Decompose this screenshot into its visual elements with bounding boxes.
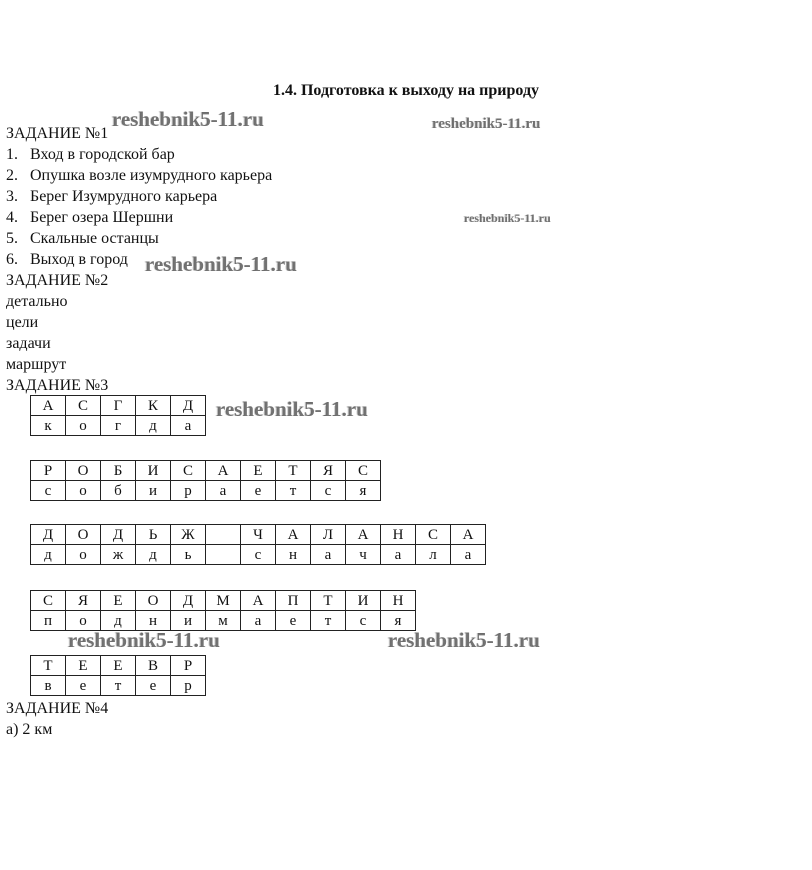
grid-cell: о [66, 545, 101, 565]
grid-cell: Р [31, 461, 66, 481]
task1-item [6, 187, 217, 207]
letter-grid-3 [30, 524, 486, 565]
watermark: reshebnik5-11.ru [464, 211, 551, 225]
grid-cell: О [136, 591, 171, 611]
task2-word: детально [6, 293, 68, 310]
grid-cell: д [31, 545, 66, 565]
grid-cell: Д [171, 591, 206, 611]
grid-cell: с [31, 481, 66, 501]
letter-grid-2 [30, 460, 381, 501]
grid-row-answer [31, 416, 206, 436]
task2-word: цели [6, 314, 39, 331]
grid-cell: С [346, 461, 381, 481]
grid-cell: С [416, 525, 451, 545]
grid-cell: б [101, 481, 136, 501]
grid-cell: Т [276, 461, 311, 481]
task4-heading: ЗАДАНИЕ №4 [6, 700, 109, 717]
task1-item-number: 3. [6, 188, 18, 205]
grid-cell: Я [311, 461, 346, 481]
grid-cell: р [171, 481, 206, 501]
grid-cell: Т [31, 656, 66, 676]
grid-cell: н [136, 611, 171, 631]
grid-cell: а [311, 545, 346, 565]
grid-cell: Д [31, 525, 66, 545]
grid-cell: о [66, 611, 101, 631]
grid-cell: я [381, 611, 416, 631]
grid-cell: т [311, 611, 346, 631]
grid-row-answer [31, 545, 486, 565]
page-title: 1.4. Подготовка к выходу на природу [272, 82, 540, 99]
task1-item-text: Берег Изумрудного карьера [30, 188, 218, 205]
grid-cell [206, 545, 241, 565]
grid-cell: К [136, 396, 171, 416]
grid-cell: е [66, 676, 101, 696]
grid-cell: Ь [136, 525, 171, 545]
grid-cell: с [346, 611, 381, 631]
grid-cell: и [171, 611, 206, 631]
grid-cell: Л [311, 525, 346, 545]
task4-answer: а) 2 км [6, 721, 53, 738]
grid-cell: е [241, 481, 276, 501]
grid-cell: а [451, 545, 486, 565]
grid-cell: е [136, 676, 171, 696]
grid-row-answer [31, 481, 381, 501]
grid-cell: о [66, 481, 101, 501]
grid-cell: р [171, 676, 206, 696]
grid-cell: д [136, 545, 171, 565]
grid-cell: ь [171, 545, 206, 565]
grid-cell: О [66, 461, 101, 481]
grid-cell: д [101, 611, 136, 631]
watermark: reshebnik5-11.ru [432, 116, 541, 132]
grid-cell: Я [66, 591, 101, 611]
grid-cell: А [31, 396, 66, 416]
task1-item-number: 2. [6, 167, 18, 184]
task1-item-number: 6. [6, 251, 18, 268]
grid-cell: Е [101, 656, 136, 676]
grid-cell: Д [171, 396, 206, 416]
grid-cell: г [101, 416, 136, 436]
task2-word: маршрут [6, 356, 67, 373]
grid-cell: Б [101, 461, 136, 481]
grid-cell: И [136, 461, 171, 481]
watermark: reshebnik5-11.ru [145, 252, 297, 276]
grid-cell: С [31, 591, 66, 611]
grid-cell: в [31, 676, 66, 696]
grid-cell: А [276, 525, 311, 545]
grid-cell: М [206, 591, 241, 611]
grid-row-answer [31, 676, 206, 696]
task1-item-number: 4. [6, 209, 18, 226]
task2-heading: ЗАДАНИЕ №2 [6, 272, 109, 289]
grid-cell: П [276, 591, 311, 611]
task1-item [6, 145, 175, 165]
letter-grid-1 [30, 395, 206, 436]
grid-cell: л [416, 545, 451, 565]
grid-cell: А [206, 461, 241, 481]
grid-cell: А [451, 525, 486, 545]
grid-cell: Ч [241, 525, 276, 545]
task1-item [6, 208, 173, 228]
watermark: reshebnik5-11.ru [388, 628, 540, 652]
grid-cell: т [101, 676, 136, 696]
grid-cell: Е [241, 461, 276, 481]
grid-cell: о [66, 416, 101, 436]
grid-row-scrambled [31, 656, 206, 676]
grid-cell: О [66, 525, 101, 545]
task1-item-text: Вход в городской бар [30, 146, 175, 163]
grid-cell: н [276, 545, 311, 565]
grid-row-scrambled [31, 396, 206, 416]
task1-item-text: Берег озера Шершни [30, 209, 174, 226]
grid-cell: к [31, 416, 66, 436]
grid-cell: с [311, 481, 346, 501]
task1-heading: ЗАДАНИЕ №1 [6, 125, 109, 142]
grid-cell: ж [101, 545, 136, 565]
task1-item-number: 1. [6, 146, 18, 163]
task1-item [6, 166, 272, 186]
grid-cell: В [136, 656, 171, 676]
grid-cell: С [66, 396, 101, 416]
task1-item-text: Скальные останцы [30, 230, 159, 247]
grid-cell: с [241, 545, 276, 565]
grid-row-scrambled [31, 461, 381, 481]
grid-cell: Р [171, 656, 206, 676]
grid-cell: т [276, 481, 311, 501]
grid-cell: ч [346, 545, 381, 565]
task1-item-number: 5. [6, 230, 18, 247]
watermark: reshebnik5-11.ru [68, 628, 220, 652]
task1-item-text: Выход в город [30, 251, 128, 268]
grid-cell: и [136, 481, 171, 501]
grid-cell: Т [311, 591, 346, 611]
grid-cell: Е [101, 591, 136, 611]
grid-cell: А [346, 525, 381, 545]
grid-cell: я [346, 481, 381, 501]
grid-cell: а [171, 416, 206, 436]
task1-item [6, 250, 128, 270]
grid-cell: Н [381, 525, 416, 545]
grid-cell: Г [101, 396, 136, 416]
grid-cell: Е [66, 656, 101, 676]
grid-cell: Д [101, 525, 136, 545]
letter-grid-4 [30, 590, 416, 631]
grid-cell: С [171, 461, 206, 481]
grid-cell [206, 525, 241, 545]
grid-cell: п [31, 611, 66, 631]
watermark: reshebnik5-11.ru [216, 397, 368, 421]
watermark: reshebnik5-11.ru [112, 107, 264, 131]
grid-cell: И [346, 591, 381, 611]
task2-word: задачи [6, 335, 51, 352]
grid-cell: м [206, 611, 241, 631]
grid-row-scrambled [31, 525, 486, 545]
task1-item [6, 229, 159, 249]
grid-row-scrambled [31, 591, 416, 611]
grid-cell: А [241, 591, 276, 611]
letter-grid-5 [30, 655, 206, 696]
grid-cell: Н [381, 591, 416, 611]
grid-cell: д [136, 416, 171, 436]
grid-cell: а [381, 545, 416, 565]
grid-cell: е [276, 611, 311, 631]
grid-cell: а [241, 611, 276, 631]
grid-cell: а [206, 481, 241, 501]
task3-heading: ЗАДАНИЕ №3 [6, 377, 109, 394]
grid-cell: Ж [171, 525, 206, 545]
task1-item-text: Опушка возле изумрудного карьера [30, 167, 273, 184]
